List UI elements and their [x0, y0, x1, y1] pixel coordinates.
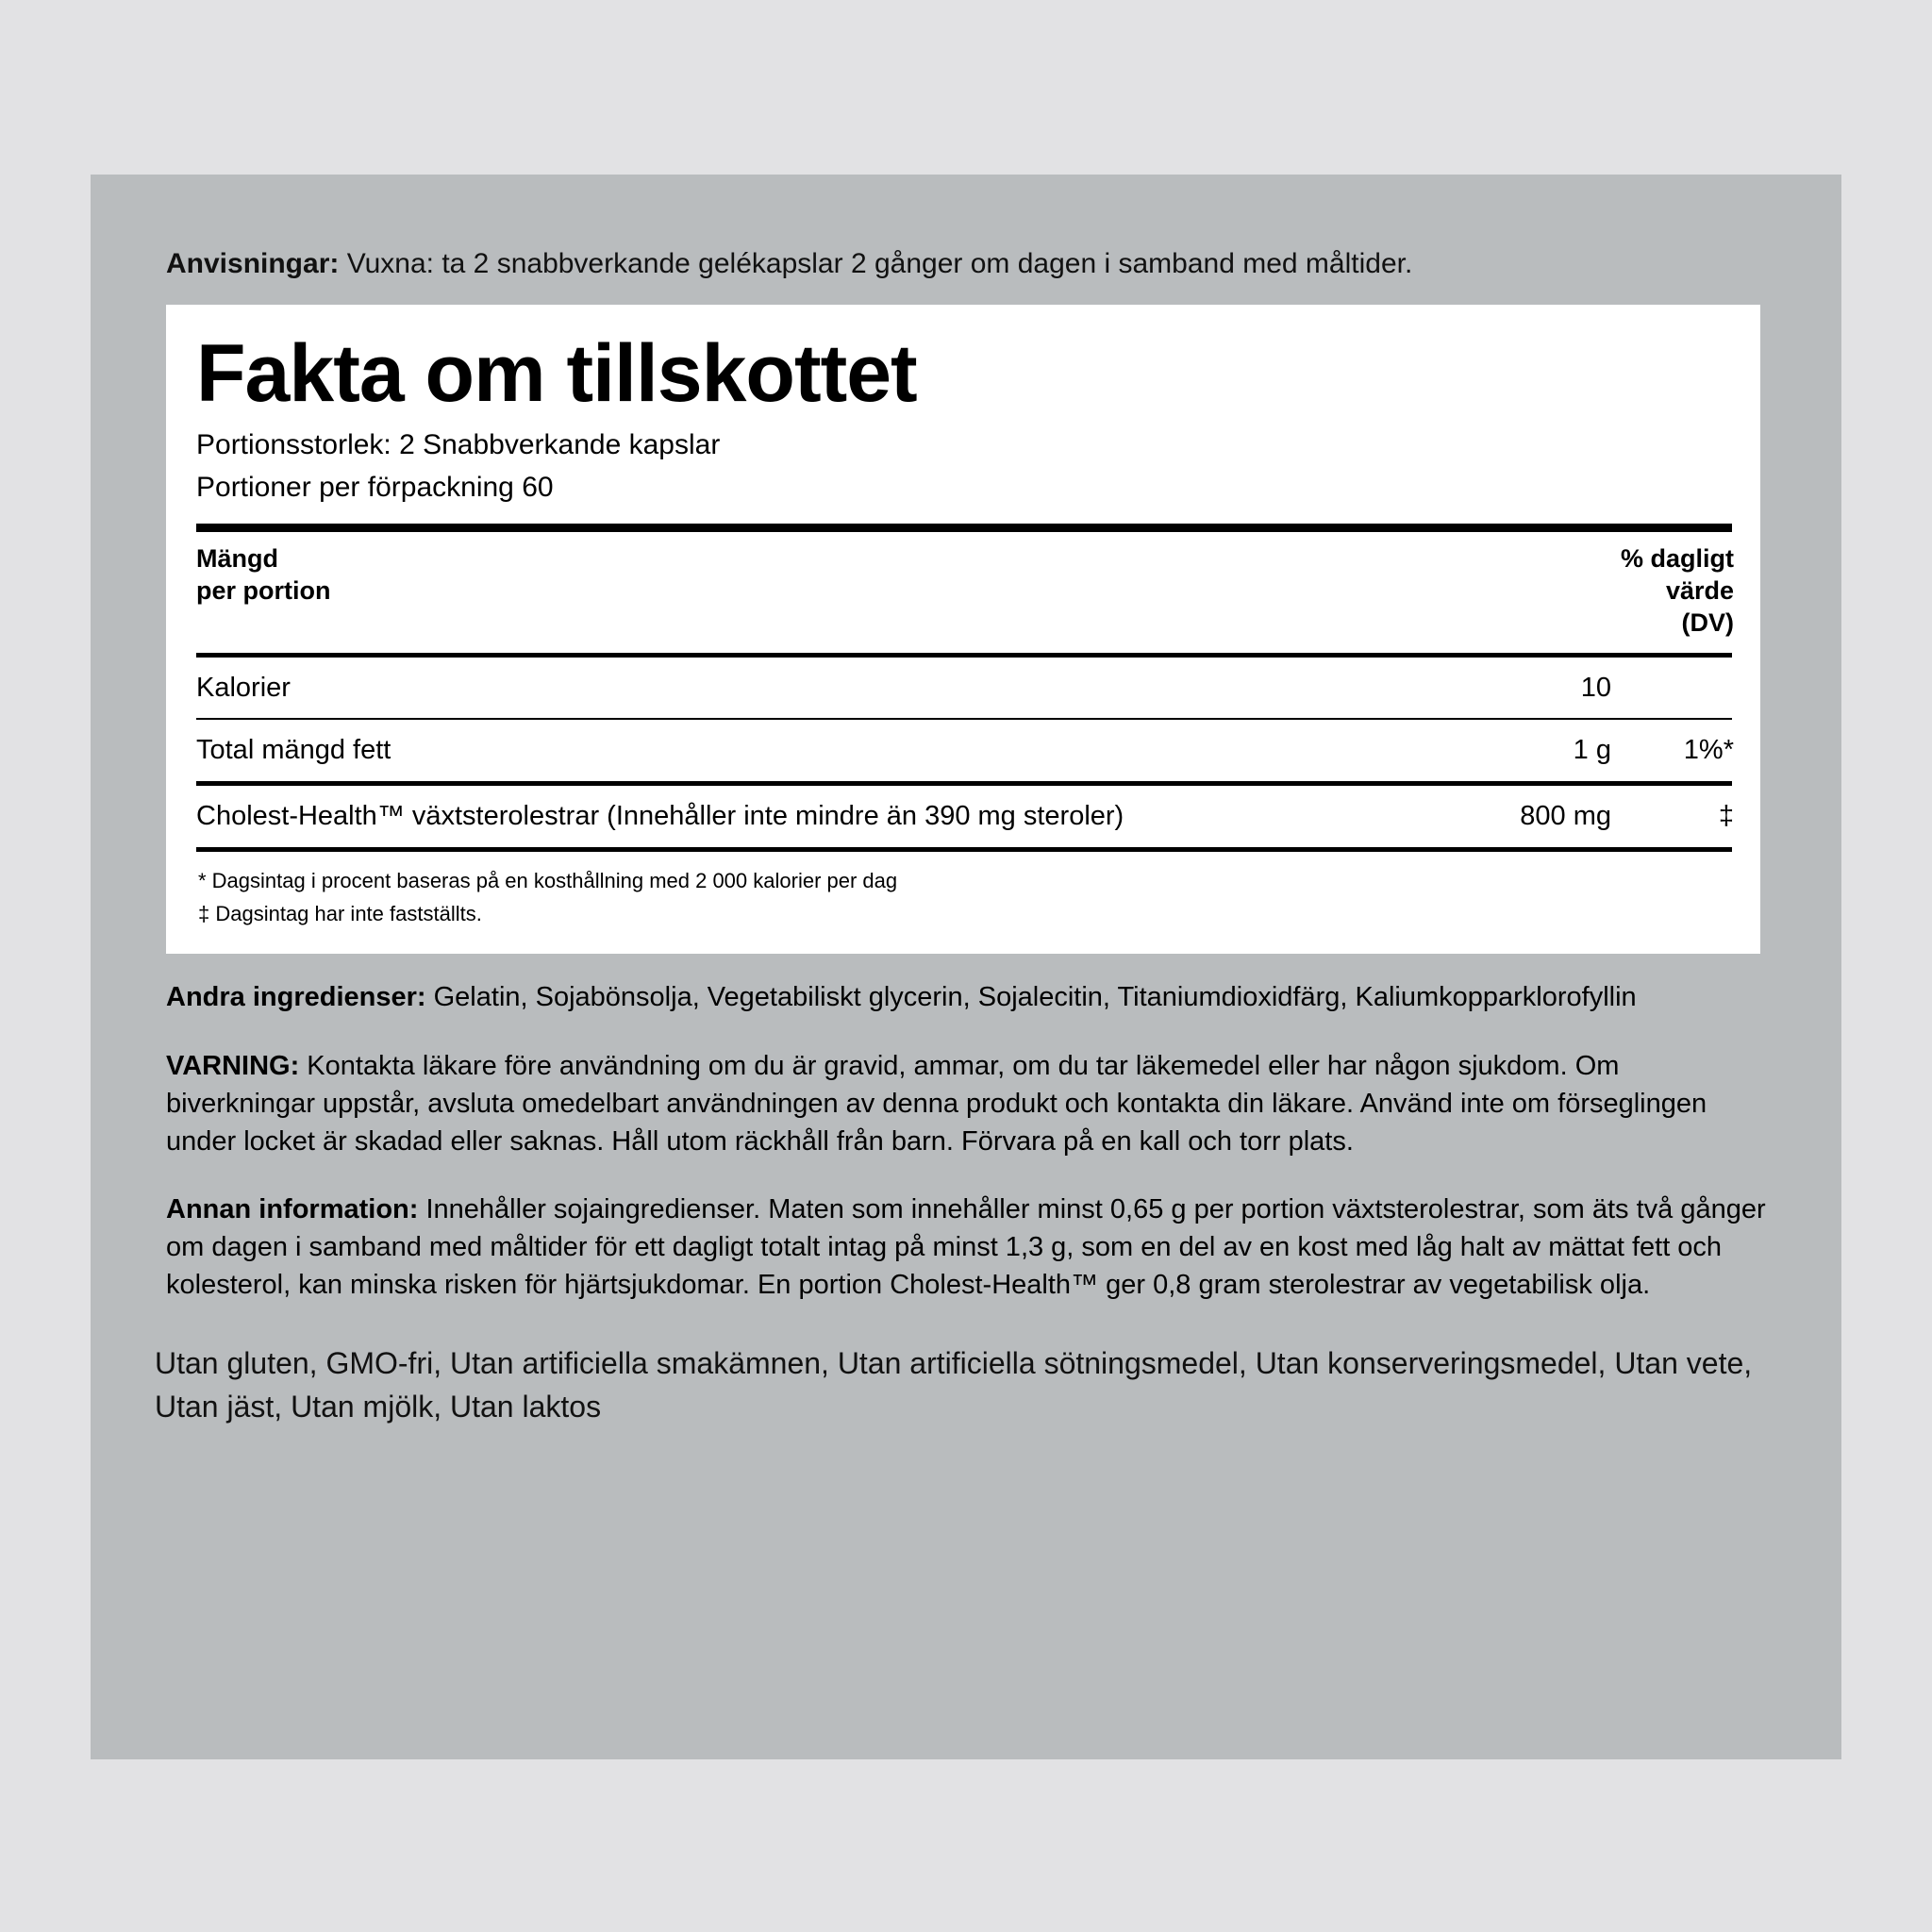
nutrient-name: Cholest-Health™ växtsterolestrar (Innehåller inte mindre än 390 mg steroler): [196, 800, 1124, 831]
serving-size: Portionsstorlek: 2 Snabbverkande kapslar: [196, 429, 721, 461]
table-row: [196, 786, 1734, 847]
dv-header-line3: (DV): [1681, 608, 1734, 637]
additional-info-text: Innehåller sojaingredienser. Maten som innehåller minst 0,65 g per portion växtsterolestrar, som äts två gånger om dagen i samband med måltider för ett dagligt totalt intag på minst 1,3 g, som en del av en kost med låg halt av mättat fett och kolesterol, kan minska risken för hjärtsjukdomar. En portion Cholest-Health™ ger 0,8 gram sterolestrar av vegetabilisk olja.: [166, 1194, 1766, 1301]
nutrient-amount: 1 g: [1573, 735, 1611, 766]
product-claims: Utan gluten, GMO-fri, Utan artificiella smakämnen, Utan artificiella sötningsmedel, Utan konserveringsmedel, Utan vete, Utan jäst, Utan mjölk, Utan laktos: [155, 1346, 1753, 1424]
warning-label: VARNING:: [166, 1051, 300, 1081]
supplement-facts-title: Fakta om tillskottet: [196, 328, 917, 419]
additional-info-label: Annan information:: [166, 1194, 419, 1224]
supplement-facts-box: [166, 305, 1760, 954]
additional-info-block: [166, 1191, 1770, 1304]
nutrient-dv: [1611, 658, 1734, 719]
divider-thick-top: [196, 524, 1732, 532]
nutrition-header-table: [196, 532, 1734, 652]
nutrient-dv: 1%*: [1683, 735, 1734, 766]
table-row: [196, 720, 1734, 781]
nutrition-table: [196, 658, 1734, 719]
nutrition-table-3: [196, 786, 1734, 847]
divider-bottom: [196, 847, 1732, 852]
directions-text: Vuxna: ta 2 snabbverkande gelékapslar 2 gånger om dagen i samband med måltider.: [346, 248, 1413, 279]
directions-line: [166, 245, 1770, 284]
warning-text: Kontakta läkare före användning om du är gravid, ammar, om du tar läkemedel eller har någon sjukdom. Om biverkningar uppstår, avsluta omedelbart användningen av denna produkt och kontakta din läkare. Använd inte om förseglingen under locket är skadad eller saknas. Håll utom räckhåll från barn. Förvara på en kall och torr plats.: [166, 1051, 1707, 1158]
nutrient-amount: 10: [1580, 672, 1611, 703]
nutrient-name: Total mängd fett: [196, 735, 391, 766]
amount-header-line2: per portion: [196, 576, 331, 606]
footnote-not-established: ‡ Dagsintag har inte fastställts.: [198, 901, 482, 925]
table-row: [196, 658, 1734, 719]
nutrition-table-2: [196, 720, 1734, 781]
supplement-label-panel: [91, 175, 1841, 1759]
other-ingredients: [166, 978, 1770, 1017]
dv-header-line2: värde: [1665, 576, 1734, 606]
footnote-daily-value: * Dagsintag i procent baseras på en kosthållning med 2 000 kalorier per dag: [198, 868, 898, 892]
servings-per-container: Portioner per förpackning 60: [196, 472, 554, 504]
amount-per-serving-header: [196, 532, 1031, 652]
daily-value-header: [1031, 532, 1734, 652]
nutrient-dv: ‡: [1718, 800, 1734, 831]
other-ingredients-label: Andra ingredienser:: [166, 982, 426, 1012]
warning-block: [166, 1047, 1770, 1160]
dv-header-line1: % dagligt: [1621, 544, 1734, 574]
nutrient-name: Kalorier: [196, 672, 291, 703]
directions-label: Anvisningar:: [166, 248, 340, 279]
amount-header-line1: Mängd: [196, 544, 278, 574]
other-ingredients-text: Gelatin, Sojabönsolja, Vegetabiliskt glycerin, Sojalecitin, Titaniumdioxidfärg, Kaliumkopparklorofyllin: [433, 982, 1637, 1012]
nutrient-amount: 800 mg: [1520, 800, 1611, 831]
